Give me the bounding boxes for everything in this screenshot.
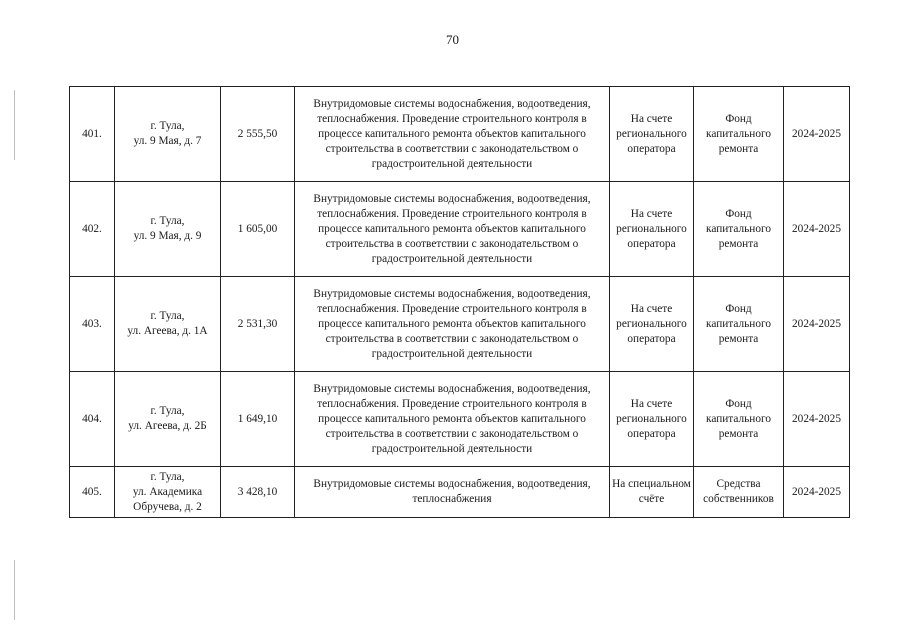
scan-edge-mark [14, 90, 15, 160]
address-line: ул. 9 Мая, д. 9 [133, 230, 202, 242]
account-type: На счете регионального оператора [610, 182, 694, 277]
funding-source: Фонд капитального ремонта [694, 182, 784, 277]
address-cell [115, 372, 221, 467]
address-line: Обручева, д. 2 [133, 500, 202, 513]
row-number: 403. [70, 277, 115, 372]
table-row [70, 372, 850, 467]
row-number: 401. [70, 87, 115, 182]
address-line: ул. 9 Мая, д. 7 [133, 135, 202, 147]
account-type: На счете регионального оператора [610, 87, 694, 182]
account-type: На счете регионального оператора [610, 372, 694, 467]
row-number: 404. [70, 372, 115, 467]
address-line: г. Тула, [150, 310, 185, 322]
work-description: Внутридомовые системы водоснабжения, водоотведения, теплоснабжения. Проведение строительного контроля в процессе капитального ремонта объектов капитального строительства в соответствии с законодательством о градостроительной деятельности [295, 182, 610, 277]
table-row [70, 182, 850, 277]
period: 2024-2025 [784, 87, 850, 182]
funding-source: Фонд капитального ремонта [694, 87, 784, 182]
account-type: На специальном счёте [610, 467, 694, 518]
address-line: ул. Агеева, д. 2Б [128, 420, 207, 432]
address-line: г. Тула, [150, 120, 185, 132]
address-cell [115, 277, 221, 372]
area-cell: 2 531,30 [221, 277, 295, 372]
table-row [70, 87, 850, 182]
area-cell: 1 605,00 [221, 182, 295, 277]
funding-source: Средства собственников [694, 467, 784, 518]
period: 2024-2025 [784, 372, 850, 467]
area-cell: 2 555,50 [221, 87, 295, 182]
work-description: Внутридомовые системы водоснабжения, водоотведения, теплоснабжения. Проведение строительного контроля в процессе капитального ремонта объектов капитального строительства в соответствии с законодательством о градостроительной деятельности [295, 277, 610, 372]
address-line: ул. Академика [132, 485, 203, 498]
funding-source: Фонд капитального ремонта [694, 277, 784, 372]
table-row [70, 277, 850, 372]
period: 2024-2025 [784, 182, 850, 277]
scan-edge-mark [14, 560, 15, 620]
period: 2024-2025 [784, 467, 850, 518]
address-cell [115, 87, 221, 182]
area-cell: 3 428,10 [221, 467, 295, 518]
repair-works-table [69, 86, 850, 518]
page-number: 70 [446, 32, 459, 47]
table-row [70, 467, 850, 518]
area-cell: 1 649,10 [221, 372, 295, 467]
account-type: На счете регионального оператора [610, 277, 694, 372]
address-line: г. Тула, [150, 215, 185, 227]
address-line: г. Тула, [150, 470, 185, 483]
row-number: 405. [70, 467, 115, 518]
address-cell [115, 467, 221, 518]
work-description: Внутридомовые системы водоснабжения, водоотведения, теплоснабжения [295, 467, 610, 518]
work-description: Внутридомовые системы водоснабжения, водоотведения, теплоснабжения. Проведение строительного контроля в процессе капитального ремонта объектов капитального строительства в соответствии с законодательством о градостроительной деятельности [295, 87, 610, 182]
address-line: ул. Агеева, д. 1А [127, 325, 208, 337]
period: 2024-2025 [784, 277, 850, 372]
address-cell [115, 182, 221, 277]
work-description: Внутридомовые системы водоснабжения, водоотведения, теплоснабжения. Проведение строительного контроля в процессе капитального ремонта объектов капитального строительства в соответствии с законодательством о градостроительной деятельности [295, 372, 610, 467]
address-line: г. Тула, [150, 405, 185, 417]
row-number: 402. [70, 182, 115, 277]
funding-source: Фонд капитального ремонта [694, 372, 784, 467]
